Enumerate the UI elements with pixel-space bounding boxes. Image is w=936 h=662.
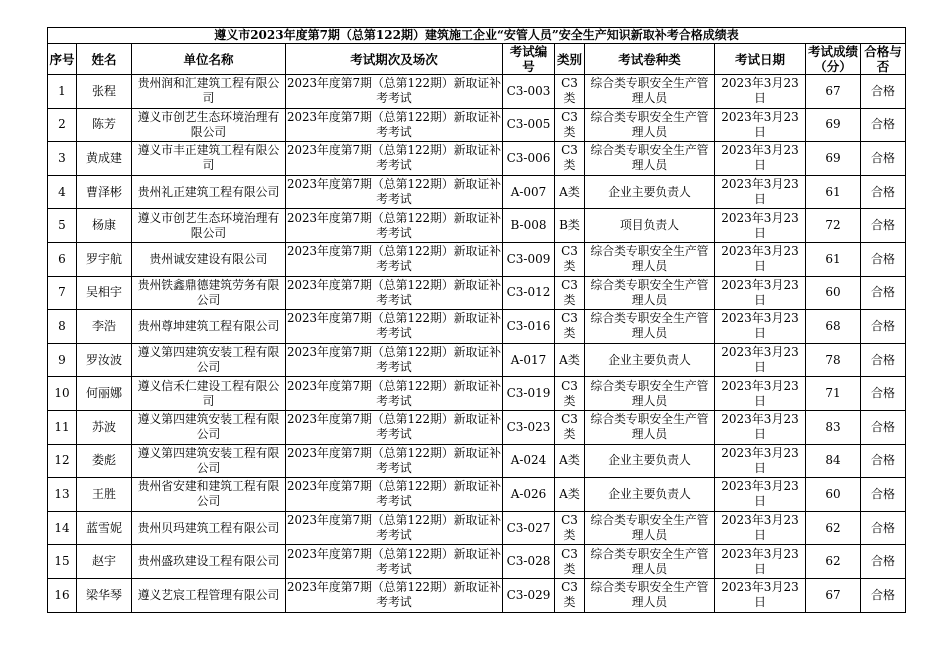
session-cell: 2023年度第7期（总第122期）新取证补考考试 xyxy=(286,276,503,310)
name-cell: 曹泽彬 xyxy=(77,175,132,209)
paper-type-cell: 综合类专职安全生产管理人员 xyxy=(585,276,715,310)
unit-cell: 贵州尊坤建筑工程有限公司 xyxy=(132,310,286,344)
table-row xyxy=(48,310,906,344)
unit-cell: 遵义艺宸工程管理有限公司 xyxy=(132,578,286,612)
category-cell: A类 xyxy=(555,444,585,478)
seq-cell: 5 xyxy=(48,209,77,243)
exam-date-cell: 2023年3月23日 xyxy=(715,276,806,310)
score-cell: 61 xyxy=(806,242,861,276)
exam-no-cell: A-026 xyxy=(503,478,555,512)
exam-date-cell: 2023年3月23日 xyxy=(715,310,806,344)
seq-cell: 13 xyxy=(48,478,77,512)
seq-cell: 12 xyxy=(48,444,77,478)
name-cell: 李浩 xyxy=(77,310,132,344)
score-cell: 71 xyxy=(806,377,861,411)
exam-date-cell: 2023年3月23日 xyxy=(715,545,806,579)
score-cell: 62 xyxy=(806,545,861,579)
table-row xyxy=(48,377,906,411)
score-cell: 60 xyxy=(806,478,861,512)
exam-no-cell: A-024 xyxy=(503,444,555,478)
exam-date-cell: 2023年3月23日 xyxy=(715,444,806,478)
table-row xyxy=(48,175,906,209)
session-cell: 2023年度第7期（总第122期）新取证补考考试 xyxy=(286,310,503,344)
pass-cell: 合格 xyxy=(861,175,906,209)
score-cell: 69 xyxy=(806,108,861,142)
header-score: 考试成绩（分） xyxy=(806,44,861,75)
exam-no-cell: A-007 xyxy=(503,175,555,209)
paper-type-cell: 项目负责人 xyxy=(585,209,715,243)
unit-cell: 遵义市创艺生态环境治理有限公司 xyxy=(132,209,286,243)
table-row xyxy=(48,75,906,109)
unit-cell: 贵州省安建和建筑工程有限公司 xyxy=(132,478,286,512)
header-pass: 合格与否 xyxy=(861,44,906,75)
score-cell: 78 xyxy=(806,343,861,377)
score-cell: 60 xyxy=(806,276,861,310)
unit-cell: 贵州贝玛建筑工程有限公司 xyxy=(132,511,286,545)
exam-date-cell: 2023年3月23日 xyxy=(715,578,806,612)
exam-no-cell: C3-006 xyxy=(503,142,555,176)
category-cell: C3类 xyxy=(555,242,585,276)
session-cell: 2023年度第7期（总第122期）新取证补考考试 xyxy=(286,410,503,444)
table-row xyxy=(48,444,906,478)
session-cell: 2023年度第7期（总第122期）新取证补考考试 xyxy=(286,578,503,612)
score-cell: 61 xyxy=(806,175,861,209)
exam-date-cell: 2023年3月23日 xyxy=(715,511,806,545)
exam-no-cell: C3-005 xyxy=(503,108,555,142)
pass-cell: 合格 xyxy=(861,343,906,377)
category-cell: A类 xyxy=(555,343,585,377)
pass-cell: 合格 xyxy=(861,545,906,579)
paper-type-cell: 综合类专职安全生产管理人员 xyxy=(585,511,715,545)
exam-no-cell: C3-027 xyxy=(503,511,555,545)
table-row xyxy=(48,478,906,512)
unit-cell: 贵州润和汇建筑工程有限公司 xyxy=(132,75,286,109)
exam-date-cell: 2023年3月23日 xyxy=(715,242,806,276)
seq-cell: 1 xyxy=(48,75,77,109)
unit-cell: 贵州礼正建筑工程有限公司 xyxy=(132,175,286,209)
pass-cell: 合格 xyxy=(861,310,906,344)
category-cell: C3类 xyxy=(555,377,585,411)
table-row xyxy=(48,511,906,545)
pass-cell: 合格 xyxy=(861,444,906,478)
session-cell: 2023年度第7期（总第122期）新取证补考考试 xyxy=(286,377,503,411)
session-cell: 2023年度第7期（总第122期）新取证补考考试 xyxy=(286,175,503,209)
seq-cell: 16 xyxy=(48,578,77,612)
table-row xyxy=(48,276,906,310)
unit-cell: 贵州铁鑫鼎德建筑劳务有限公司 xyxy=(132,276,286,310)
paper-type-cell: 综合类专职安全生产管理人员 xyxy=(585,410,715,444)
pass-cell: 合格 xyxy=(861,511,906,545)
table-row xyxy=(48,578,906,612)
name-cell: 王胜 xyxy=(77,478,132,512)
paper-type-cell: 综合类专职安全生产管理人员 xyxy=(585,578,715,612)
exam-no-cell: C3-003 xyxy=(503,75,555,109)
category-cell: A类 xyxy=(555,478,585,512)
results-table xyxy=(47,27,906,613)
paper-type-cell: 企业主要负责人 xyxy=(585,444,715,478)
name-cell: 杨康 xyxy=(77,209,132,243)
table-title: 遵义市2023年度第7期（总第122期）建筑施工企业“安管人员”安全生产知识新取补考合格成绩表 xyxy=(47,27,906,43)
category-cell: A类 xyxy=(555,175,585,209)
exam-no-cell: C3-009 xyxy=(503,242,555,276)
exam-date-cell: 2023年3月23日 xyxy=(715,108,806,142)
category-cell: C3类 xyxy=(555,108,585,142)
table-row xyxy=(48,242,906,276)
pass-cell: 合格 xyxy=(861,377,906,411)
session-cell: 2023年度第7期（总第122期）新取证补考考试 xyxy=(286,108,503,142)
header-exam-no: 考试编号 xyxy=(503,44,555,75)
session-cell: 2023年度第7期（总第122期）新取证补考考试 xyxy=(286,511,503,545)
exam-no-cell: C3-028 xyxy=(503,545,555,579)
seq-cell: 8 xyxy=(48,310,77,344)
session-cell: 2023年度第7期（总第122期）新取证补考考试 xyxy=(286,75,503,109)
exam-no-cell: C3-023 xyxy=(503,410,555,444)
name-cell: 蓝雪妮 xyxy=(77,511,132,545)
header-session: 考试期次及场次 xyxy=(286,44,503,75)
paper-type-cell: 综合类专职安全生产管理人员 xyxy=(585,142,715,176)
score-cell: 67 xyxy=(806,75,861,109)
pass-cell: 合格 xyxy=(861,578,906,612)
category-cell: C3类 xyxy=(555,511,585,545)
name-cell: 梁华琴 xyxy=(77,578,132,612)
unit-cell: 遵义第四建筑安装工程有限公司 xyxy=(132,343,286,377)
exam-no-cell: B-008 xyxy=(503,209,555,243)
category-cell: C3类 xyxy=(555,410,585,444)
session-cell: 2023年度第7期（总第122期）新取证补考考试 xyxy=(286,478,503,512)
category-cell: C3类 xyxy=(555,142,585,176)
exam-no-cell: A-017 xyxy=(503,343,555,377)
exam-no-cell: C3-016 xyxy=(503,310,555,344)
pass-cell: 合格 xyxy=(861,75,906,109)
exam-date-cell: 2023年3月23日 xyxy=(715,410,806,444)
unit-cell: 遵义市创艺生态环境治理有限公司 xyxy=(132,108,286,142)
pass-cell: 合格 xyxy=(861,209,906,243)
table-row xyxy=(48,142,906,176)
table-row xyxy=(48,410,906,444)
session-cell: 2023年度第7期（总第122期）新取证补考考试 xyxy=(286,209,503,243)
score-cell: 84 xyxy=(806,444,861,478)
category-cell: C3类 xyxy=(555,75,585,109)
pass-cell: 合格 xyxy=(861,242,906,276)
name-cell: 陈芳 xyxy=(77,108,132,142)
seq-cell: 6 xyxy=(48,242,77,276)
header-category: 类别 xyxy=(555,44,585,75)
paper-type-cell: 企业主要负责人 xyxy=(585,343,715,377)
name-cell: 罗汝波 xyxy=(77,343,132,377)
pass-cell: 合格 xyxy=(861,478,906,512)
table-row xyxy=(48,209,906,243)
pass-cell: 合格 xyxy=(861,142,906,176)
seq-cell: 3 xyxy=(48,142,77,176)
name-cell: 苏波 xyxy=(77,410,132,444)
header-row xyxy=(48,44,906,75)
header-paper-type: 考试卷种类 xyxy=(585,44,715,75)
name-cell: 黄成建 xyxy=(77,142,132,176)
session-cell: 2023年度第7期（总第122期）新取证补考考试 xyxy=(286,242,503,276)
table-row xyxy=(48,343,906,377)
score-cell: 67 xyxy=(806,578,861,612)
table-row xyxy=(48,545,906,579)
exam-date-cell: 2023年3月23日 xyxy=(715,142,806,176)
unit-cell: 遵义第四建筑安装工程有限公司 xyxy=(132,444,286,478)
score-cell: 69 xyxy=(806,142,861,176)
seq-cell: 4 xyxy=(48,175,77,209)
table-row xyxy=(48,108,906,142)
exam-date-cell: 2023年3月23日 xyxy=(715,343,806,377)
pass-cell: 合格 xyxy=(861,410,906,444)
score-cell: 68 xyxy=(806,310,861,344)
exam-date-cell: 2023年3月23日 xyxy=(715,209,806,243)
header-exam-date: 考试日期 xyxy=(715,44,806,75)
paper-type-cell: 综合类专职安全生产管理人员 xyxy=(585,545,715,579)
unit-cell: 遵义第四建筑安装工程有限公司 xyxy=(132,410,286,444)
session-cell: 2023年度第7期（总第122期）新取证补考考试 xyxy=(286,444,503,478)
unit-cell: 遵义市丰正建筑工程有限公司 xyxy=(132,142,286,176)
unit-cell: 贵州盛玖建设工程有限公司 xyxy=(132,545,286,579)
session-cell: 2023年度第7期（总第122期）新取证补考考试 xyxy=(286,142,503,176)
header-unit: 单位名称 xyxy=(132,44,286,75)
score-cell: 62 xyxy=(806,511,861,545)
name-cell: 娄彪 xyxy=(77,444,132,478)
name-cell: 张程 xyxy=(77,75,132,109)
exam-date-cell: 2023年3月23日 xyxy=(715,75,806,109)
score-cell: 83 xyxy=(806,410,861,444)
unit-cell: 遵义信禾仁建设工程有限公司 xyxy=(132,377,286,411)
pass-cell: 合格 xyxy=(861,276,906,310)
session-cell: 2023年度第7期（总第122期）新取证补考考试 xyxy=(286,545,503,579)
exam-no-cell: C3-029 xyxy=(503,578,555,612)
category-cell: C3类 xyxy=(555,578,585,612)
paper-type-cell: 综合类专职安全生产管理人员 xyxy=(585,310,715,344)
exam-date-cell: 2023年3月23日 xyxy=(715,377,806,411)
name-cell: 赵宇 xyxy=(77,545,132,579)
paper-type-cell: 综合类专职安全生产管理人员 xyxy=(585,377,715,411)
header-seq: 序号 xyxy=(48,44,77,75)
session-cell: 2023年度第7期（总第122期）新取证补考考试 xyxy=(286,343,503,377)
seq-cell: 7 xyxy=(48,276,77,310)
paper-type-cell: 综合类专职安全生产管理人员 xyxy=(585,242,715,276)
paper-type-cell: 企业主要负责人 xyxy=(585,175,715,209)
paper-type-cell: 综合类专职安全生产管理人员 xyxy=(585,75,715,109)
category-cell: B类 xyxy=(555,209,585,243)
category-cell: C3类 xyxy=(555,310,585,344)
seq-cell: 9 xyxy=(48,343,77,377)
category-cell: C3类 xyxy=(555,545,585,579)
pass-cell: 合格 xyxy=(861,108,906,142)
category-cell: C3类 xyxy=(555,276,585,310)
exam-date-cell: 2023年3月23日 xyxy=(715,175,806,209)
seq-cell: 10 xyxy=(48,377,77,411)
seq-cell: 11 xyxy=(48,410,77,444)
score-cell: 72 xyxy=(806,209,861,243)
name-cell: 罗宇航 xyxy=(77,242,132,276)
exam-no-cell: C3-019 xyxy=(503,377,555,411)
unit-cell: 贵州诚安建设有限公司 xyxy=(132,242,286,276)
seq-cell: 2 xyxy=(48,108,77,142)
seq-cell: 14 xyxy=(48,511,77,545)
name-cell: 吴相宇 xyxy=(77,276,132,310)
paper-type-cell: 综合类专职安全生产管理人员 xyxy=(585,108,715,142)
paper-type-cell: 企业主要负责人 xyxy=(585,478,715,512)
name-cell: 何丽娜 xyxy=(77,377,132,411)
header-name: 姓名 xyxy=(77,44,132,75)
exam-date-cell: 2023年3月23日 xyxy=(715,478,806,512)
seq-cell: 15 xyxy=(48,545,77,579)
exam-no-cell: C3-012 xyxy=(503,276,555,310)
